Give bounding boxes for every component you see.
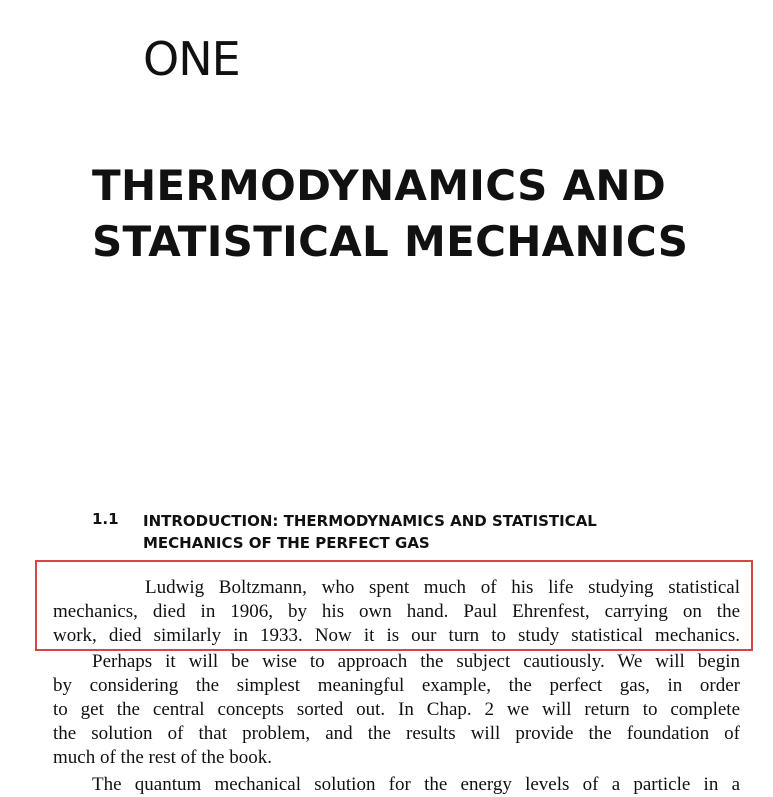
chapter-title-line: STATISTICAL MECHANICS bbox=[92, 217, 689, 266]
chapter-title-line: THERMODYNAMICS AND bbox=[92, 161, 667, 210]
body-text-line: to get the central concepts sorted out. In Chap. 2 we will return to complete bbox=[53, 699, 740, 720]
body-text-line: Perhaps it will be wise to approach the subject cautiously. We will begin bbox=[92, 651, 740, 672]
chapter-number: ONE bbox=[143, 32, 240, 86]
body-text-line: mechanics, died in 1906, by his own hand. Paul Ehrenfest, carrying on the bbox=[53, 601, 740, 622]
section-title-line: MECHANICS OF THE PERFECT GAS bbox=[143, 534, 430, 552]
section-title bbox=[143, 510, 733, 554]
chapter-title bbox=[92, 158, 712, 270]
body-text-line: work, died similarly in 1933. Now it is our turn to study statistical mechanics. bbox=[53, 625, 740, 646]
body-text-line: Ludwig Boltzmann, who spent much of his life studying statistical bbox=[145, 577, 740, 598]
body-text-line: much of the rest of the book. bbox=[53, 747, 272, 768]
body-text-line: The quantum mechanical solution for the energy levels of a particle in a bbox=[92, 774, 740, 795]
section-number: 1.1 bbox=[92, 510, 119, 528]
section-title-line: INTRODUCTION: THERMODYNAMICS AND STATISTICAL bbox=[143, 512, 597, 530]
body-text-line: the solution of that problem, and the results will provide the foundation of bbox=[53, 723, 740, 744]
body-text-line: by considering the simplest meaningful example, the perfect gas, in order bbox=[53, 675, 740, 696]
